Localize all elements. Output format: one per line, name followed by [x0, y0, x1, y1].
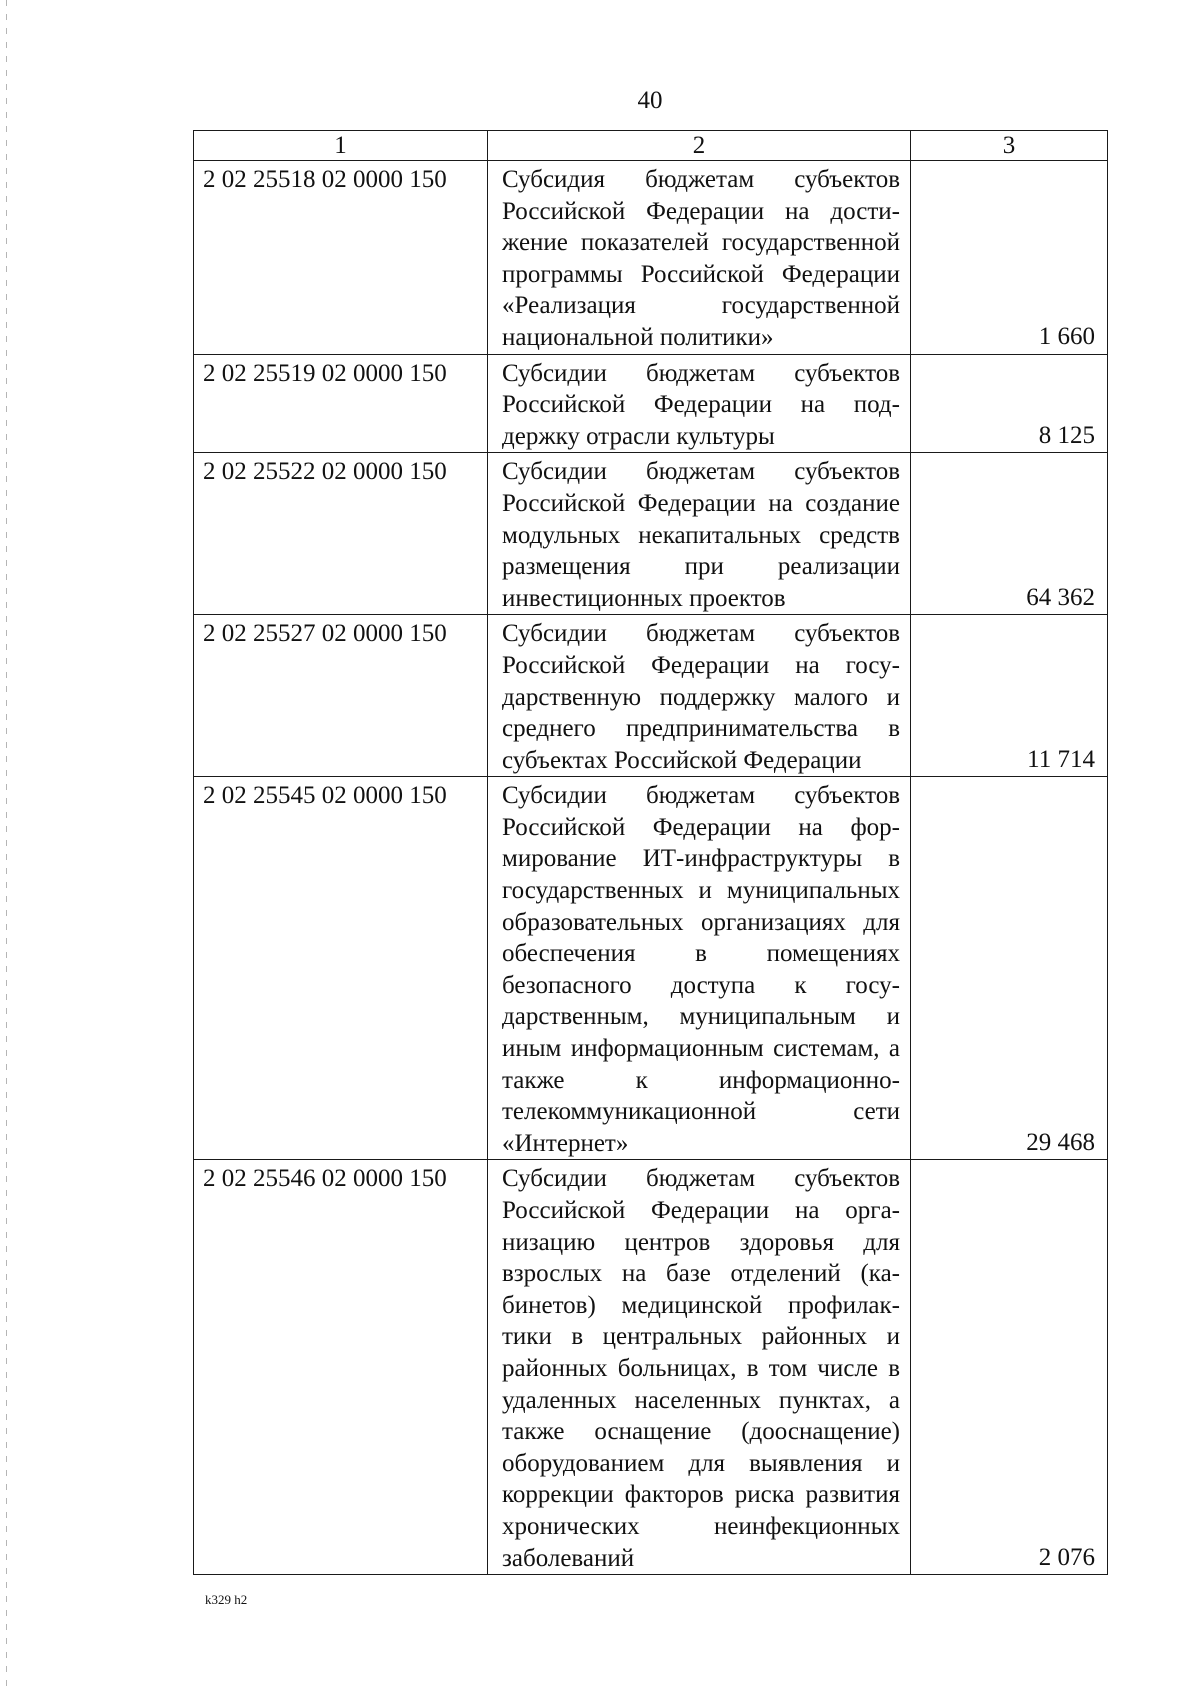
table-row — [194, 777, 1108, 1160]
table-row — [194, 453, 1108, 615]
column-header-2: 2 — [488, 131, 911, 161]
row-amount: 29 468 — [911, 777, 1108, 1160]
table-row — [194, 161, 1108, 355]
row-description-text: Субсидии бюджетам субъектов Российской Федерации на государственную поддержку малого и среднего предпринимательства в субъектах Российской Федерации — [502, 620, 900, 774]
row-description-text: Субсидии бюджетам субъектов Российской Федерации на организацию центров здоровья для взрослых на базе отделений (кабинетов) медицинской профилактики в центральных районных и районных больницах, в том числе в удаленных населенных пунктах, а также оснащение (дооснащение) оборудованием для выявления и коррекции факторов риска развития хронических неинфекционных заболеваний — [502, 1165, 900, 1572]
row-amount: 64 362 — [911, 453, 1108, 615]
row-amount: 1 660 — [911, 161, 1108, 355]
row-description — [488, 1160, 911, 1575]
row-description-text: Субсидия бюджетам субъектов Российской Федерации на достижение показателей государственной программы Российской Федерации «Реализация государственной национальной политики» — [502, 166, 900, 351]
table-row — [194, 354, 1108, 453]
row-code: 2 02 25519 02 0000 150 — [194, 354, 488, 453]
table-row — [194, 1160, 1108, 1575]
scan-edge-artifact — [6, 0, 7, 1686]
row-description-text: Субсидии бюджетам субъектов Российской Федерации на создание модульных некапитальных средств размещения при реализации инвестиционных проектов — [502, 458, 900, 612]
row-code: 2 02 25527 02 0000 150 — [194, 615, 488, 777]
row-code: 2 02 25518 02 0000 150 — [194, 161, 488, 355]
column-header-1: 1 — [194, 131, 488, 161]
row-code: 2 02 25546 02 0000 150 — [194, 1160, 488, 1575]
row-description — [488, 615, 911, 777]
row-description — [488, 777, 911, 1160]
row-description — [488, 354, 911, 453]
row-description-text: Субсидии бюджетам субъектов Российской Федерации на поддержку отрасли культуры — [502, 359, 900, 450]
row-description — [488, 161, 911, 355]
table-header-row — [194, 131, 1108, 161]
row-description — [488, 453, 911, 615]
row-amount: 8 125 — [911, 354, 1108, 453]
page-number: 40 — [637, 87, 663, 114]
column-header-3: 3 — [911, 131, 1108, 161]
row-description-text: Субсидии бюджетам субъектов Российской Федерации на формирование ИТ-инфраструктуры в государственных и муниципальных образовательных организациях для обеспечения в помещениях безопасного доступа к государственным, муниципальным и иным информационным системам, а также к информационно-телекоммуникационной сети «Интернет» — [502, 782, 900, 1157]
budget-table — [193, 130, 1108, 1575]
table-row — [194, 615, 1108, 777]
document-id-footer: k329 h2 — [205, 1592, 248, 1607]
row-code: 2 02 25545 02 0000 150 — [194, 777, 488, 1160]
row-code: 2 02 25522 02 0000 150 — [194, 453, 488, 615]
row-amount: 2 076 — [911, 1160, 1108, 1575]
row-amount: 11 714 — [911, 615, 1108, 777]
